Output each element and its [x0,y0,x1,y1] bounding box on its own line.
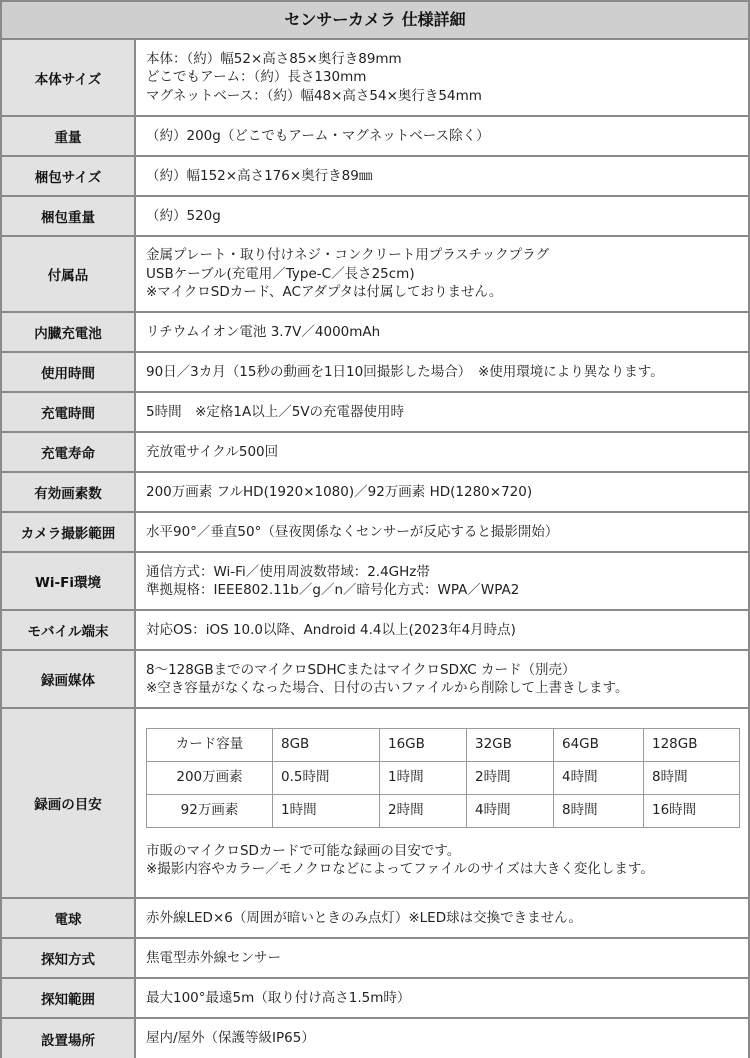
spec-value [135,512,748,552]
spec-row [2,116,748,156]
spec-title: センサーカメラ 仕様詳細 [2,2,748,40]
recording-table-cell: 2時間 [380,794,467,827]
spec-row [2,978,748,1018]
spec-value-line: 対応OS：iOS 10.0以降、Android 4.4以上(2023年4月時点) [146,621,516,638]
spec-value-line: 準拠規格：IEEE802.11b／g／n／暗号化方式：WPA／WPA2 [146,582,520,598]
spec-value [135,938,748,978]
spec-value-line: USBケーブル(充電用／Type-C／長さ25cm) [146,265,415,282]
spec-value-line: 本体：（約）幅52×高さ85×奥行き89mm [146,50,402,67]
recording-table-cell: 64GB [554,728,644,761]
recording-table-row [147,794,740,827]
spec-row [2,352,748,392]
spec-value-line: （約）200g（どこでもアーム・マグネットベース除く） [146,127,490,144]
spec-value [135,156,748,196]
spec-label: 設置場所 [2,1018,135,1058]
spec-label: 本体サイズ [2,40,135,116]
spec-value [135,432,748,472]
spec-label: 付属品 [2,236,135,312]
spec-value [135,552,748,610]
spec-value-line: 通信方式：Wi-Fi／使用周波数帯域：2.4GHz帯 [146,563,430,580]
recording-table-cell: 1時間 [380,761,467,794]
spec-value [135,898,748,938]
spec-row [2,472,748,512]
spec-label: 梱包重量 [2,196,135,236]
spec-value [135,472,748,512]
spec-value [135,40,748,116]
spec-label: 梱包サイズ [2,156,135,196]
spec-row [2,938,748,978]
spec-value-line: リチウムイオン電池 3.7V／4000mAh [146,323,381,340]
spec-value [135,610,748,650]
spec-value [135,978,748,1018]
spec-value [135,236,748,312]
recording-table-cell: 4時間 [467,794,554,827]
spec-value-line: 最大100°最遠5m（取り付け高さ1.5m時） [146,989,411,1006]
recording-table-cell: 128GB [644,728,740,761]
spec-label: 録画媒体 [2,650,135,708]
spec-value-line: 焦電型赤外線センサー [146,949,281,966]
recording-table-cell: 32GB [467,728,554,761]
spec-label: カメラ撮影範囲 [2,512,135,552]
spec-value [135,312,748,352]
spec-row [2,196,748,236]
recording-table-cell: 0.5時間 [273,761,380,794]
spec-value-line: 90日／3カ月（15秒の動画を1日10回撮影した場合） ※使用環境により異なります。 [146,363,664,380]
recording-guide [135,708,748,898]
spec-label: 使用時間 [2,352,135,392]
spec-row [2,552,748,610]
recording-table-row-header: 92万画素 [147,794,273,827]
spec-value-line: どこでもアーム：（約）長さ130mm [146,69,367,86]
spec-value [135,1018,748,1058]
spec-label: 有効画素数 [2,472,135,512]
spec-value-line: 8～128GBまでのマイクロSDHCまたはマイクロSDXC カード（別売） [146,661,576,678]
recording-note: 市販のマイクロSDカードで可能な録画の目安です。 [146,842,461,859]
spec-label: 充電時間 [2,392,135,432]
spec-value-line: 赤外線LED×6（周囲が暗いときのみ点灯）※LED球は交換できません。 [146,909,582,926]
spec-value [135,352,748,392]
spec-value-line: 水平90°／垂直50°（昼夜関係なくセンサーが反応すると撮影開始） [146,523,559,540]
spec-value [135,196,748,236]
spec-value-line: 200万画素 フルHD(1920×1080)／92万画素 HD(1280×720) [146,483,533,500]
recording-table-cell: 16時間 [644,794,740,827]
spec-label: 重量 [2,116,135,156]
recording-table-cell: 2時間 [467,761,554,794]
spec-value-line: ※マイクロSDカード、ACアダプタは付属しておりません。 [146,284,503,301]
recording-time-table [146,728,740,828]
recording-table-header [147,728,740,761]
spec-value-line: 5時間 ※定格1A以上／5Vの充電器使用時 [146,403,405,420]
recording-table-cell: 4時間 [554,761,644,794]
spec-value-line: ※空き容量がなくなった場合、日付の古いファイルから削除して上書きします。 [146,680,629,696]
spec-row [2,610,748,650]
recording-table-cell: 8時間 [554,794,644,827]
spec-label: Wi-Fi環境 [2,552,135,610]
spec-value-line: （約）幅152×高さ176×奥行き89㎜ [146,167,373,184]
spec-value-line: マグネットベース：（約）幅48×高さ54×奥行き54mm [146,87,482,104]
spec-row [2,156,748,196]
spec-label: 内臓充電池 [2,312,135,352]
recording-table-row-header: 200万画素 [147,761,273,794]
spec-row [2,650,748,708]
spec-value-line: （約）520g [146,207,221,224]
spec-value-line: 充放電サイクル500回 [146,443,279,460]
spec-row [2,432,748,472]
recording-note: ※撮影内容やカラー／モノクロなどによってファイルのサイズは大きく変化します。 [146,861,654,877]
spec-row [2,1018,748,1058]
spec-row [2,236,748,312]
spec-value [135,650,748,708]
spec-value-line: 金属プレート・取り付けネジ・コンクリート用プラスチックプラグ [146,247,550,264]
spec-row [2,392,748,432]
spec-label: 充電寿命 [2,432,135,472]
recording-table-row [147,761,740,794]
spec-table [2,40,748,1058]
spec-value [135,392,748,432]
spec-row [2,898,748,938]
recording-table-row-header: カード容量 [147,728,273,761]
spec-value [135,116,748,156]
spec-row-recording [2,708,748,898]
spec-row [2,512,748,552]
recording-table-cell: 8時間 [644,761,740,794]
spec-label: 探知方式 [2,938,135,978]
recording-table-cell: 1時間 [273,794,380,827]
spec-label: 電球 [2,898,135,938]
spec-label: 録画の目安 [2,708,135,898]
spec-value-line: 屋内/屋外（保護等級IP65） [146,1030,315,1047]
spec-row [2,40,748,116]
spec-label: 探知範囲 [2,978,135,1018]
recording-table-cell: 8GB [273,728,380,761]
spec-row [2,312,748,352]
recording-table-cell: 16GB [380,728,467,761]
spec-label: モバイル端末 [2,610,135,650]
